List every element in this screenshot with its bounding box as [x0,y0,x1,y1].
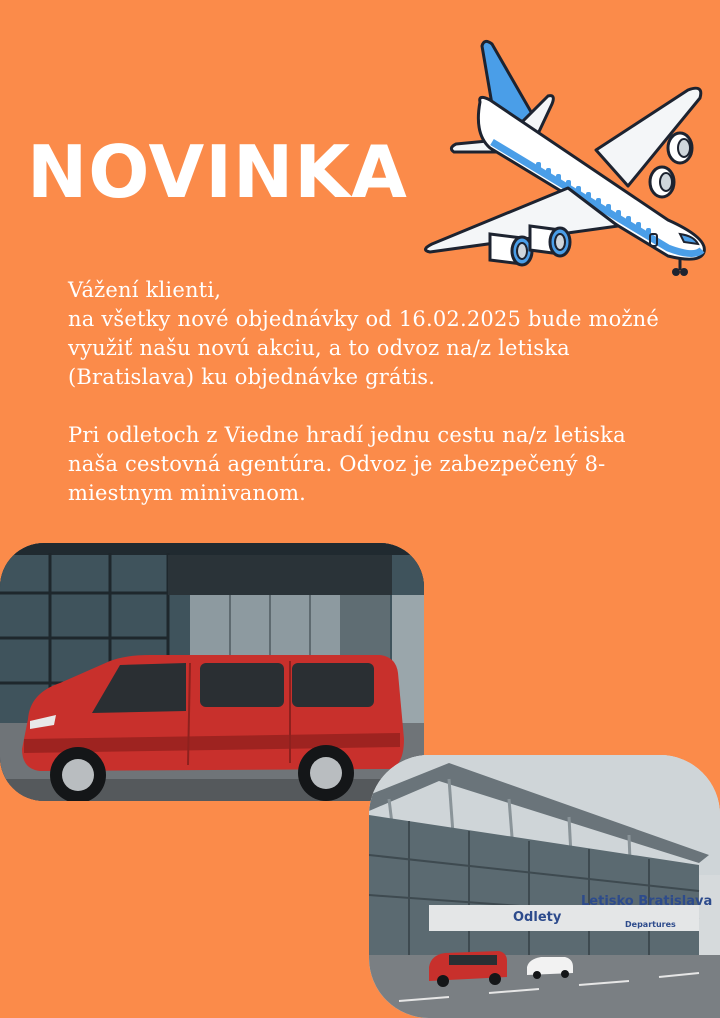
airport-terminal-photo [369,755,720,1018]
airplane-icon [418,38,714,280]
airport-name-sign: Letisko Bratislava [581,894,713,909]
paragraph-1: na všetky nové objednávky od 16.02.2025 bude možné využiť našu novú akciu, a to odvoz na/z letiska (Bratislava) ku objednávke grátis. [68,307,660,389]
minivan-photo [0,543,424,801]
departures-sign: Odlety [513,910,562,925]
paragraph-2: Pri odletoch z Viedne hradí jednu cestu na/z letiska naša cestovná agentúra. Odvoz je zabezpečený 8-miestnym minivanom. [68,423,626,505]
headline: NOVINKA [27,130,408,214]
announcement-text [68,276,668,508]
greeting: Vážení klienti, [68,278,222,302]
departures-en-sign: Departures [625,920,676,929]
